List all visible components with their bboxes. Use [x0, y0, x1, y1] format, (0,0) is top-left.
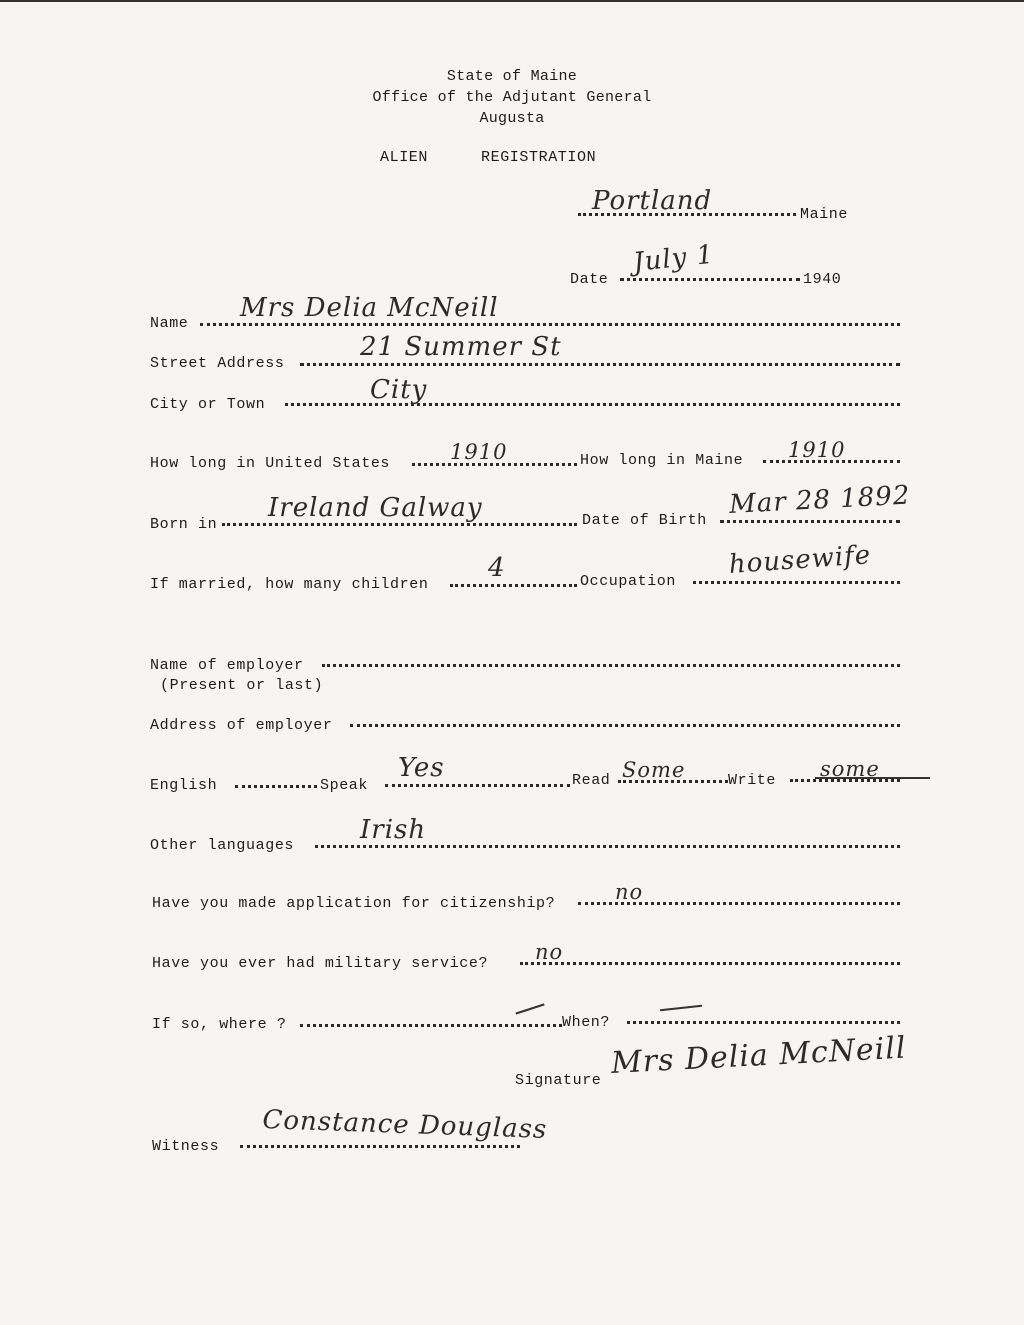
form-title-alien: ALIEN [380, 149, 429, 166]
signature-label: Signature [515, 1072, 602, 1089]
military-handwriting: no [535, 940, 564, 964]
employer-sublabel: (Present or last) [160, 677, 324, 694]
when-dots [627, 1021, 900, 1024]
employer-address-dots [350, 724, 900, 727]
children-dots [450, 584, 577, 587]
read-handwriting: Some [622, 758, 686, 782]
dob-label: Date of Birth [582, 512, 707, 529]
when-dash-stroke [660, 1005, 702, 1011]
born-handwriting: Ireland Galway [268, 493, 483, 523]
form-title-registration: REGISTRATION [481, 149, 597, 166]
city-handwriting: City [370, 375, 428, 405]
maine-duration-handwriting: 1910 [788, 438, 846, 462]
us-duration-handwriting: 1910 [450, 440, 508, 464]
employer-dots [322, 664, 900, 667]
name-dots [200, 323, 900, 326]
us-duration-label: How long in United States [150, 455, 391, 472]
place-handwriting: Portland [592, 186, 713, 216]
scan-top-edge [0, 0, 1024, 2]
speak-label: Speak [320, 777, 369, 794]
employer-address-label: Address of employer [150, 717, 333, 734]
witness-label: Witness [152, 1138, 220, 1155]
witness-dots [240, 1145, 520, 1148]
signature-handwriting: Mrs Delia McNeill [610, 1030, 908, 1081]
children-label: If married, how many children [150, 576, 429, 593]
date-dots [620, 278, 800, 281]
where-label: If so, where ? [152, 1016, 287, 1033]
other-languages-label: Other languages [150, 837, 295, 854]
occupation-dots [693, 581, 900, 584]
children-handwriting: 4 [488, 553, 506, 583]
where-dash-stroke [515, 1003, 544, 1014]
occupation-label: Occupation [580, 573, 677, 590]
read-label: Read [572, 772, 611, 789]
street-label: Street Address [150, 355, 285, 372]
header-state: State of Maine [446, 68, 578, 85]
when-label: When? [562, 1014, 611, 1031]
maine-duration-label: How long in Maine [580, 452, 744, 469]
other-languages-dots [315, 845, 900, 848]
header-city: Augusta [479, 110, 545, 127]
employer-label: Name of employer [150, 657, 304, 674]
speak-handwriting: Yes [398, 753, 445, 783]
other-languages-handwriting: Irish [360, 815, 427, 845]
street-handwriting: 21 Summer St [360, 332, 562, 362]
write-strike-stroke [815, 777, 930, 779]
name-handwriting: Mrs Delia McNeill [240, 293, 499, 323]
write-handwriting: some [820, 757, 880, 781]
citizenship-handwriting: no [615, 880, 644, 904]
date-handwriting: July 1 [631, 239, 716, 278]
name-label: Name [150, 315, 189, 332]
citizenship-label: Have you made application for citizenship? [152, 895, 556, 912]
city-label: City or Town [150, 396, 266, 413]
born-label: Born in [150, 516, 218, 533]
date-label: Date [570, 271, 609, 288]
born-dots [222, 523, 577, 526]
header-office: Office of the Adjutant General [372, 89, 652, 106]
dob-handwriting: Mar 28 1892 [728, 480, 912, 520]
witness-handwriting: Constance Douglass [262, 1105, 548, 1145]
date-year: 1940 [803, 271, 842, 288]
write-label: Write [728, 772, 777, 789]
occupation-handwriting: housewife [727, 540, 873, 580]
military-dots [520, 962, 900, 965]
english-label: English [150, 777, 218, 794]
dob-dots [720, 520, 900, 523]
place-state-label: Maine [800, 206, 849, 223]
where-dots [300, 1024, 562, 1027]
speak-dots [385, 784, 570, 787]
military-label: Have you ever had military service? [152, 955, 489, 972]
street-dots [300, 363, 900, 366]
english-dots [235, 785, 317, 788]
